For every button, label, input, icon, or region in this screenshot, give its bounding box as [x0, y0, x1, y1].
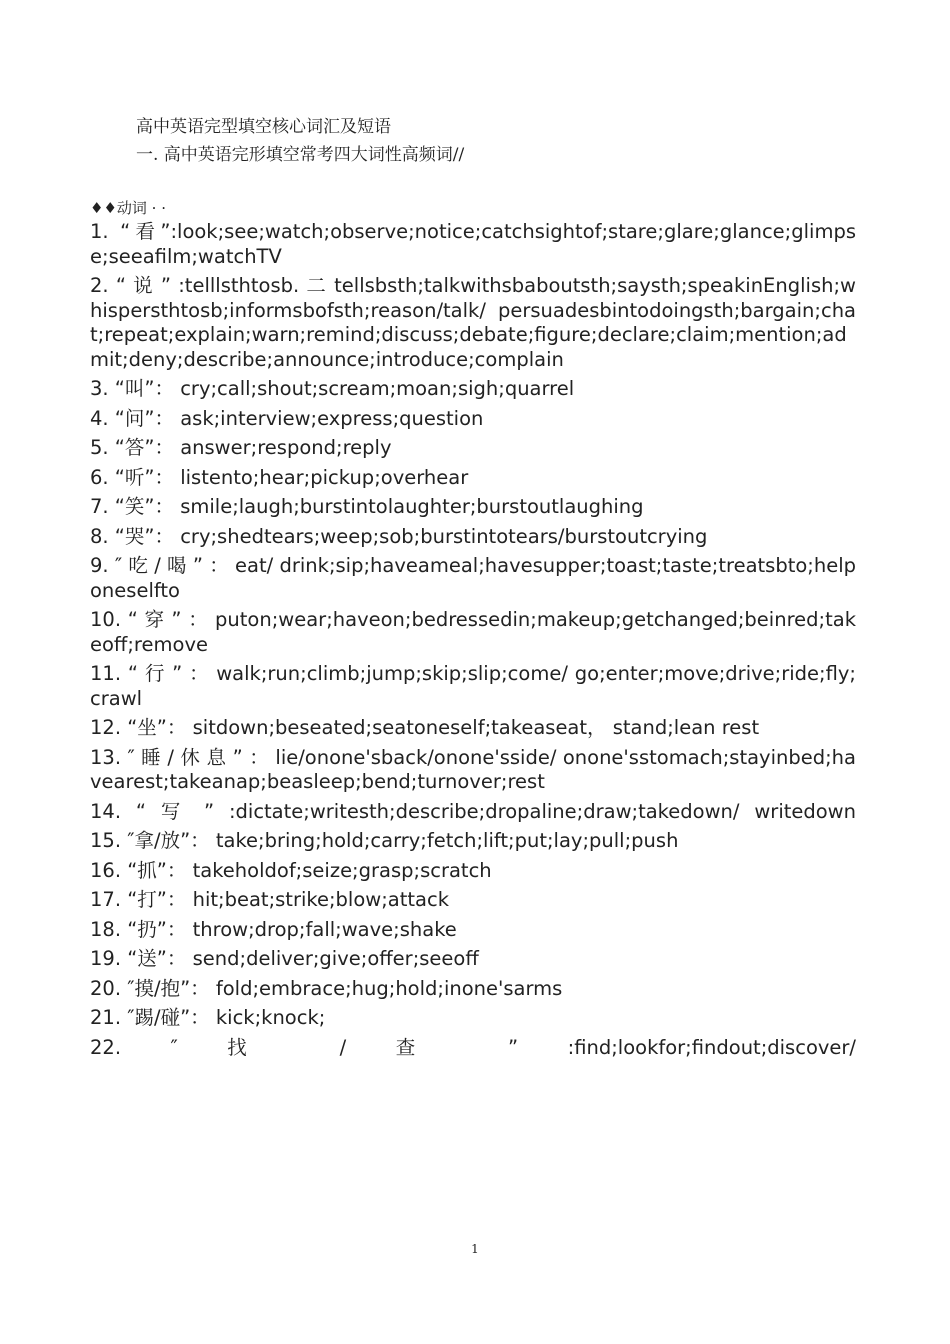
page-number: 1 — [471, 1242, 479, 1256]
list-item: 19. “送”： send;deliver;give;offer;seeoff — [90, 947, 479, 970]
section-label: ♦♦动词 · · — [90, 199, 166, 217]
list-item: 5. “答”： answer;respond;reply — [90, 436, 392, 459]
list-item: 6. “听”： listento;hear;pickup;overhear — [90, 465, 469, 489]
list-item: 2. “ 说 ” :telllsthtosb. 二 tellsbsth;talkwithsbaboutsth;saysth;speakinEnglish;whispersthtosb;informsbofsth;reason/talk/ persuadesbintodoingsth;bargain;chat;repeat;explain;warn;remind;discuss;debate;figure;declare;claim;mention;admit;deny;describe;announce;introduce;complain — [90, 274, 856, 371]
list-item: 3. “叫”： cry;call;shout;scream;moan;sigh;quarrel — [90, 377, 575, 400]
list-item: 8. “哭”： cry;shedtears;weep;sob;burstintotears/burstoutcrying — [90, 524, 708, 548]
list-item: 1. “看”:look;see;watch;observe;notice;catchsightof;stare;glare;glance;glimpse;seeafilm;watchTV — [90, 220, 856, 268]
list-item: 17. “打”： hit;beat;strike;blow;attack — [90, 888, 449, 911]
list-item: 20. ″摸/抱”： fold;embrace;hug;hold;inone'sarms — [90, 976, 563, 1000]
list-item: 11. “ 行 ” ： walk;run;climb;jump;skip;slip;come/ go;enter;move;drive;ride;fly;crawl — [90, 662, 856, 710]
document-title: 高中英语完型填空核心词汇及短语 — [136, 117, 391, 137]
list-item: 10. “ 穿 ” ： puton;wear;haveon;bedressedin;makeup;getchanged;beinred;takeoff;remove — [90, 608, 856, 656]
document-subtitle: 一. 高中英语完形填空常考四大词性高频词// — [136, 145, 465, 165]
list-item: 7. “笑”： smile;laugh;burstintolaughter;burstoutlaughing — [90, 495, 644, 518]
list-item: 16. “抓”： takeholdof;seize;grasp;scratch — [90, 858, 492, 882]
list-item: 22. ″ 找 / 查 ” :find;lookfor;findout;discover/ — [90, 1035, 856, 1059]
list-item: 9. ″ 吃 / 喝 ” ： eat/ drink;sip;haveameal;havesupper;toast;taste;treatsbto;helponeselfto — [90, 554, 856, 602]
list-item: 14. “ 写 ” :dictate;writesth;describe;dropaline;draw;takedown/ writedown — [90, 799, 856, 823]
list-item: 21. ″踢/碰”： kick;knock; — [90, 1006, 326, 1029]
list-item: 15. ″拿/放”： take;bring;hold;carry;fetch;lift;put;lay;pull;push — [90, 829, 679, 852]
list-item: 13. ″ 睡 / 休 息 ” ： lie/onone'sback/onone'sside/ onone'sstomach;stayinbed;havearest;takeanap;beasleep;bend;turnover;rest — [90, 745, 856, 793]
list-item: 18. “扔”： throw;drop;fall;wave;shake — [90, 917, 457, 941]
list-item: 12. “坐”： sitdown;beseated;seatoneself;takeaseat， stand;lean rest — [90, 716, 760, 739]
vocabulary-list — [90, 220, 856, 1060]
list-item: 4. “问”： ask;interview;express;question — [90, 406, 484, 430]
